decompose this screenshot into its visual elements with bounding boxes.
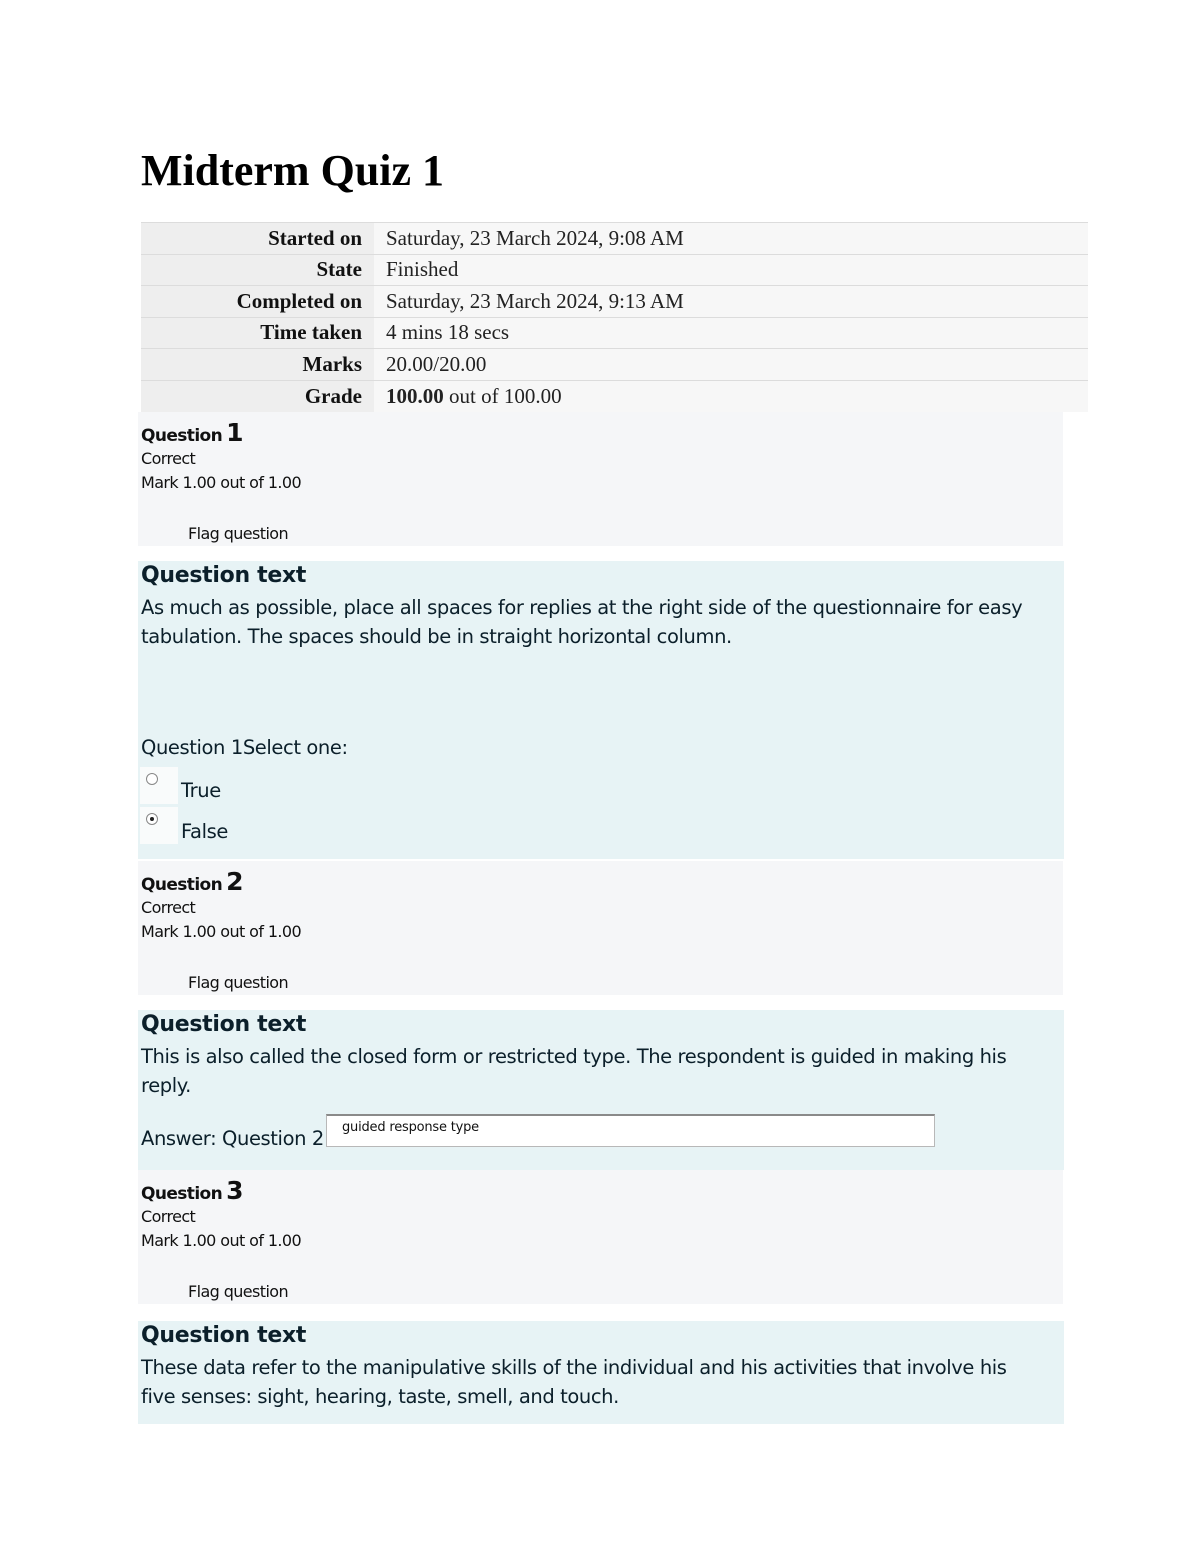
question-3-mark: Mark 1.00 out of 1.00 bbox=[141, 1231, 302, 1250]
question-2-heading bbox=[141, 867, 243, 896]
marks-value: 20.00/20.00 bbox=[374, 349, 1088, 381]
question-2-text: This is also called the closed form or restricted type. The respondent is guided in making his reply. bbox=[141, 1045, 1007, 1097]
option-true-cell bbox=[140, 767, 178, 804]
question-2-text-heading: Question text bbox=[141, 1012, 307, 1037]
question-1-select-prompt: Question 1Select one: bbox=[141, 736, 348, 759]
started-on-label: Started on bbox=[141, 223, 374, 255]
state-label: State bbox=[141, 254, 374, 286]
question-1-heading bbox=[141, 418, 243, 447]
completed-on-label: Completed on bbox=[141, 286, 374, 318]
state-value: Finished bbox=[374, 254, 1088, 286]
question-label: Question bbox=[141, 1184, 223, 1204]
summary-row-marks bbox=[141, 349, 1088, 381]
question-3-heading bbox=[141, 1176, 243, 1205]
grade-out-of: out of 100.00 bbox=[443, 383, 562, 408]
question-1-state: Correct bbox=[141, 449, 196, 468]
option-false-cell bbox=[140, 807, 178, 844]
question-2-answer-label: Answer: Question 2 bbox=[141, 1127, 324, 1150]
summary-row-completed-on bbox=[141, 286, 1088, 318]
time-taken-value: 4 mins 18 secs bbox=[374, 317, 1088, 349]
summary-row-grade bbox=[141, 380, 1088, 412]
question-1-content bbox=[138, 561, 1064, 859]
question-2-state: Correct bbox=[141, 898, 196, 917]
question-label: Question bbox=[141, 426, 223, 446]
question-2-mark: Mark 1.00 out of 1.00 bbox=[141, 922, 302, 941]
question-1-text: As much as possible, place all spaces for replies at the right side of the questionnaire for easy tabulation. The spaces should be in straight horizontal column. bbox=[141, 596, 1023, 648]
marks-label: Marks bbox=[141, 349, 374, 381]
page-title: Midterm Quiz 1 bbox=[141, 146, 445, 195]
question-3-text-heading: Question text bbox=[141, 1323, 307, 1348]
question-1-mark: Mark 1.00 out of 1.00 bbox=[141, 473, 302, 492]
time-taken-label: Time taken bbox=[141, 317, 374, 349]
option-true-label[interactable]: True bbox=[181, 779, 221, 802]
question-2-info bbox=[138, 861, 1063, 995]
question-number: 1 bbox=[226, 418, 243, 447]
question-2-answer-input[interactable] bbox=[326, 1114, 935, 1147]
question-3-text: These data refer to the manipulative skills of the individual and his activities that involve his five senses: sight, hearing, taste, smell, and touch. bbox=[141, 1356, 1007, 1408]
grade-label: Grade bbox=[141, 380, 374, 412]
question-3-content bbox=[138, 1321, 1064, 1424]
question-number: 2 bbox=[226, 867, 243, 896]
grade-value bbox=[374, 380, 1088, 412]
option-true-radio[interactable] bbox=[146, 773, 158, 785]
question-1-text-heading: Question text bbox=[141, 563, 307, 588]
completed-on-value: Saturday, 23 March 2024, 9:13 AM bbox=[374, 286, 1088, 318]
summary-row-started-on bbox=[141, 223, 1088, 255]
question-3-flag-button[interactable]: Flag question bbox=[188, 1282, 289, 1301]
attempt-summary-table bbox=[141, 222, 1088, 412]
question-number: 3 bbox=[226, 1176, 243, 1205]
question-3-state: Correct bbox=[141, 1207, 196, 1226]
option-false-label[interactable]: False bbox=[181, 820, 228, 843]
summary-row-state bbox=[141, 254, 1088, 286]
grade-score: 100.00 bbox=[386, 383, 444, 408]
option-false-radio[interactable] bbox=[146, 813, 158, 825]
question-label: Question bbox=[141, 875, 223, 895]
question-2-content bbox=[138, 1010, 1064, 1170]
started-on-value: Saturday, 23 March 2024, 9:08 AM bbox=[374, 223, 1088, 255]
question-1-info bbox=[138, 412, 1063, 546]
question-3-info bbox=[138, 1170, 1063, 1304]
question-1-flag-button[interactable]: Flag question bbox=[188, 524, 289, 543]
summary-row-time-taken bbox=[141, 317, 1088, 349]
question-2-flag-button[interactable]: Flag question bbox=[188, 973, 289, 992]
